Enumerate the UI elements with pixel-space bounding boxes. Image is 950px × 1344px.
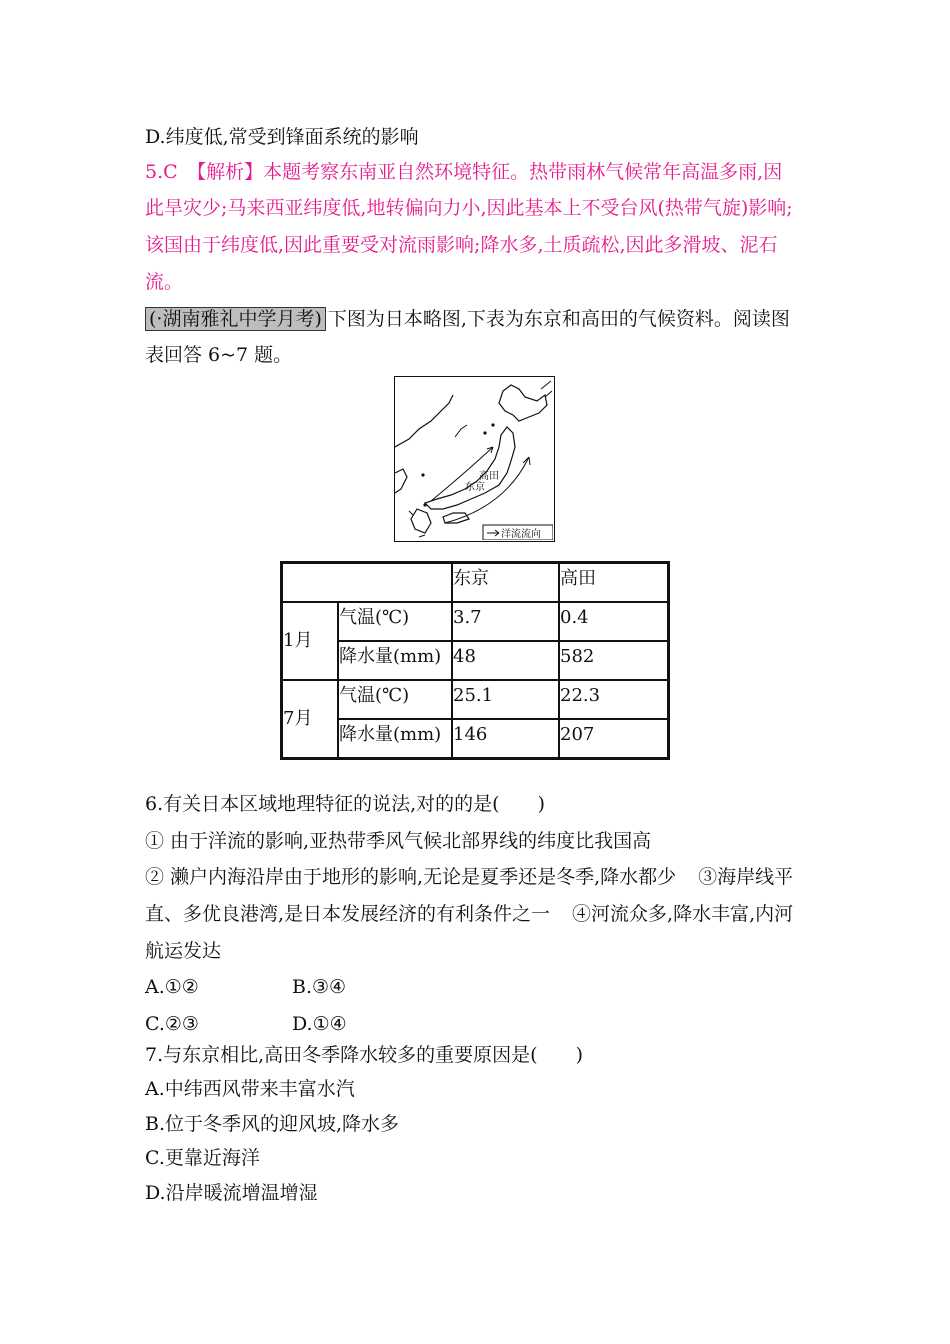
q7-option-b: B.位于冬季风的迎风坡,降水多: [145, 1113, 400, 1135]
intro-text1: 下图为日本略图,下表为东京和高田的气候资料。阅读图: [327, 308, 790, 330]
table-header-tokyo: 东京: [452, 563, 559, 603]
japan-map-drawing: [395, 377, 553, 540]
q6-statement-3a: ③海岸线平: [698, 866, 794, 888]
q6-statement-1: ① 由于洋流的影响,亚热带季风气候北部界线的纬度比我国高: [145, 830, 652, 852]
q6-options-row1: [145, 975, 199, 999]
source-tag: (·湖南雅礼中学月考): [145, 307, 326, 331]
map-legend: 洋流流向: [501, 529, 541, 540]
answer5-line3: 该国由于纬度低,因此重要受对流雨影响;降水多,土质疏松,因此多滑坡、泥石: [145, 234, 778, 256]
table-cell-tokyo: 25.1: [452, 680, 559, 719]
q6-statement-2-line: [145, 865, 793, 889]
table-header-takada: 高田: [559, 563, 669, 603]
table-row: [282, 641, 669, 680]
table-row: [282, 602, 669, 641]
table-cell-tokyo: 3.7: [452, 602, 559, 641]
q6-option-d: D.①④: [292, 1013, 347, 1035]
q6-options-row2: [145, 1012, 199, 1036]
table-cell-takada: 582: [559, 641, 669, 680]
table-header-row: [282, 563, 669, 603]
prev-option-d: D.纬度低,常受到锋面系统的影响: [145, 126, 419, 148]
table-item: 降水量(mm): [338, 641, 452, 680]
q6-option-c: C.②③: [145, 1013, 199, 1035]
q7-option-a: A.中纬西风带来丰富水汽: [145, 1078, 355, 1100]
table-row: [282, 680, 669, 719]
q6-statement-4a: ④河流众多,降水丰富,内河: [572, 903, 794, 925]
table-header-blank: [282, 563, 453, 603]
intro-line1: [145, 307, 790, 331]
q7-option-d: D.沿岸暖流增温增湿: [145, 1182, 318, 1204]
table-month-jul: 7月: [282, 680, 339, 759]
q6-option-b: B.③④: [292, 976, 347, 998]
table-item: 气温(℃): [338, 680, 452, 719]
intro-line2: 表回答 6~7 题。: [145, 344, 293, 366]
q7-stem: 7.与东京相比,高田冬季降水较多的重要原因是( ): [145, 1044, 583, 1066]
table-cell-takada: 22.3: [559, 680, 669, 719]
answer5-line1: 5.C 【解析】本题考察东南亚自然环境特征。热带雨林气候常年高温多雨,因: [145, 161, 783, 183]
table-row: [282, 719, 669, 759]
q6-option-a: A.①②: [145, 976, 199, 998]
map-label-takada: 高田: [479, 471, 499, 482]
table-cell-takada: 207: [559, 719, 669, 759]
table-item: 降水量(mm): [338, 719, 452, 759]
q6-statement-3b: 直、多优良港湾,是日本发展经济的有利条件之一: [145, 903, 551, 925]
answer5-line4: 流。: [145, 271, 184, 293]
japan-map: [394, 376, 555, 542]
table-cell-tokyo: 146: [452, 719, 559, 759]
climate-table: [280, 561, 670, 760]
map-label-tokyo: 东京: [465, 482, 485, 493]
q7-option-c: C.更靠近海洋: [145, 1147, 260, 1169]
answer5-line2: 此旱灾少;马来西亚纬度低,地转偏向力小,因此基本上不受台风(热带气旋)影响;: [145, 197, 793, 219]
q6-statement-2: ② 濑户内海沿岸由于地形的影响,无论是夏季还是冬季,降水都少: [145, 866, 677, 888]
table-item: 气温(℃): [338, 602, 452, 641]
q6-statement-3-line: [145, 902, 793, 926]
table-cell-tokyo: 48: [452, 641, 559, 680]
q6-statement-4b: 航运发达: [145, 940, 222, 962]
table-cell-takada: 0.4: [559, 602, 669, 641]
table-month-jan: 1月: [282, 602, 339, 680]
q6-stem: 6.有关日本区域地理特征的说法,对的的是( ): [145, 793, 545, 815]
